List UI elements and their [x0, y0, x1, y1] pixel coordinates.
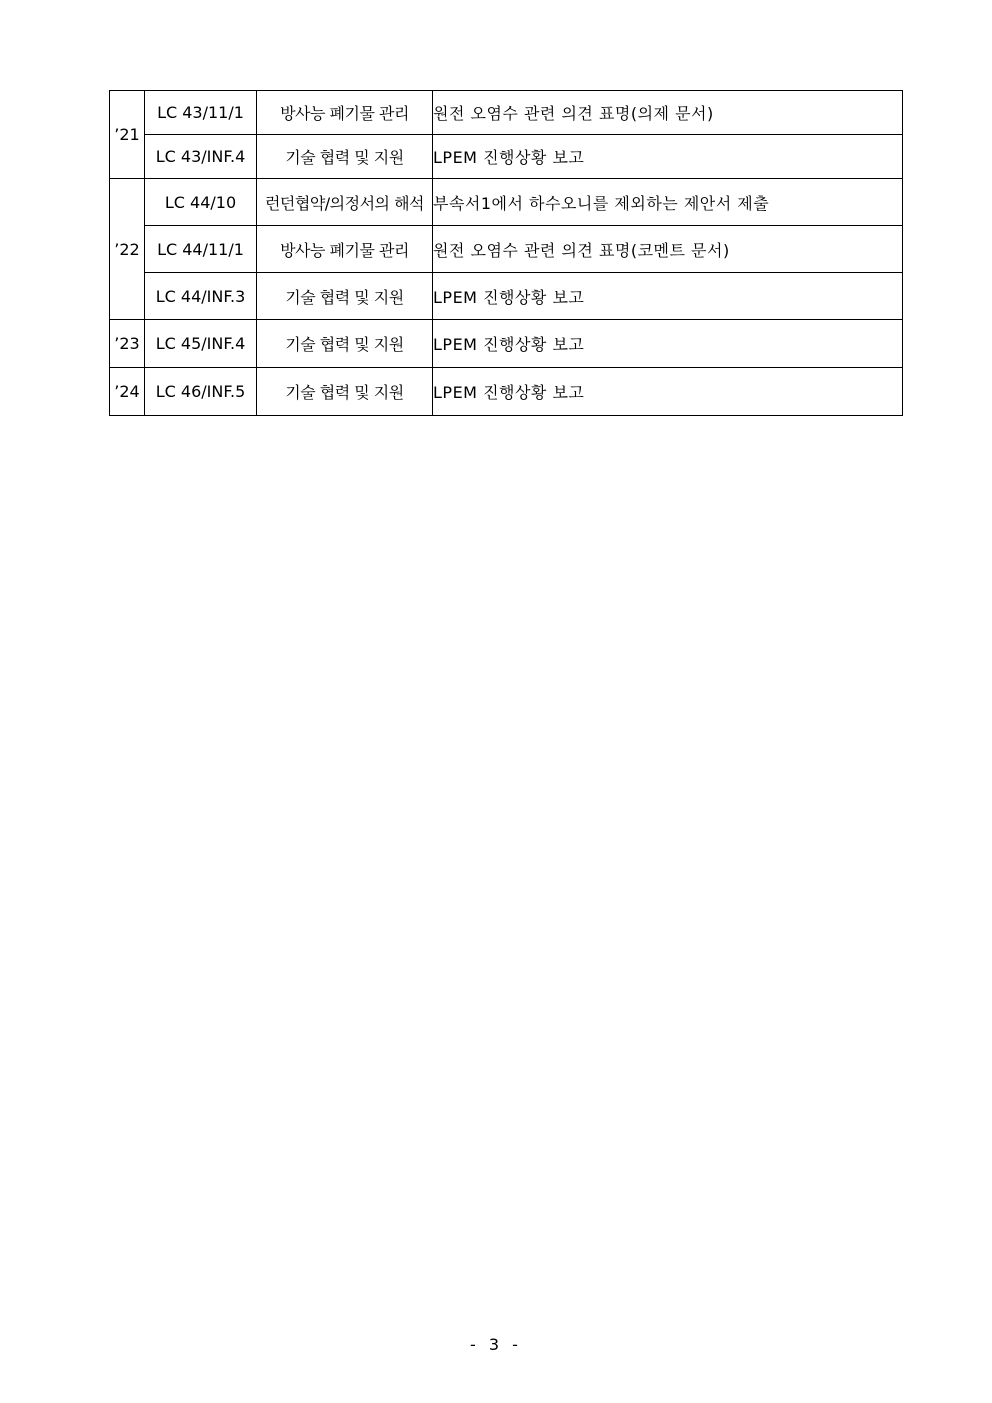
description-cell: LPEM 진행상황 보고	[433, 320, 903, 368]
category-cell: 기술 협력 및 지원	[257, 273, 433, 320]
table-row	[110, 368, 903, 416]
category-cell: 기술 협력 및 지원	[257, 368, 433, 416]
description-cell: LPEM 진행상황 보고	[433, 135, 903, 179]
category-cell: 런던협약/의정서의 해석	[257, 179, 433, 226]
table-row	[110, 273, 903, 320]
description-cell: LPEM 진행상황 보고	[433, 273, 903, 320]
table-row	[110, 320, 903, 368]
document-table	[109, 90, 903, 416]
document-number-cell: LC 45/INF.4	[145, 320, 257, 368]
year-cell: ’21	[110, 91, 145, 179]
category-cell: 기술 협력 및 지원	[257, 320, 433, 368]
table-row	[110, 135, 903, 179]
document-number-cell: LC 43/11/1	[145, 91, 257, 135]
category-cell: 방사능 폐기물 관리	[257, 226, 433, 273]
description-cell: 원전 오염수 관련 의견 표명(의제 문서)	[433, 91, 903, 135]
table-row	[110, 179, 903, 226]
document-number-cell: LC 43/INF.4	[145, 135, 257, 179]
document-number-cell: LC 44/10	[145, 179, 257, 226]
description-cell: LPEM 진행상황 보고	[433, 368, 903, 416]
table-row	[110, 91, 903, 135]
description-cell: 원전 오염수 관련 의견 표명(코멘트 문서)	[433, 226, 903, 273]
description-cell: 부속서1에서 하수오니를 제외하는 제안서 제출	[433, 179, 903, 226]
year-cell: ’24	[110, 368, 145, 416]
category-cell: 방사능 폐기물 관리	[257, 91, 433, 135]
document-number-cell: LC 46/INF.5	[145, 368, 257, 416]
table-row	[110, 226, 903, 273]
page-number: - 3 -	[470, 1335, 522, 1354]
document-number-cell: LC 44/INF.3	[145, 273, 257, 320]
year-cell: ’22	[110, 179, 145, 320]
category-cell: 기술 협력 및 지원	[257, 135, 433, 179]
document-number-cell: LC 44/11/1	[145, 226, 257, 273]
year-cell: ’23	[110, 320, 145, 368]
